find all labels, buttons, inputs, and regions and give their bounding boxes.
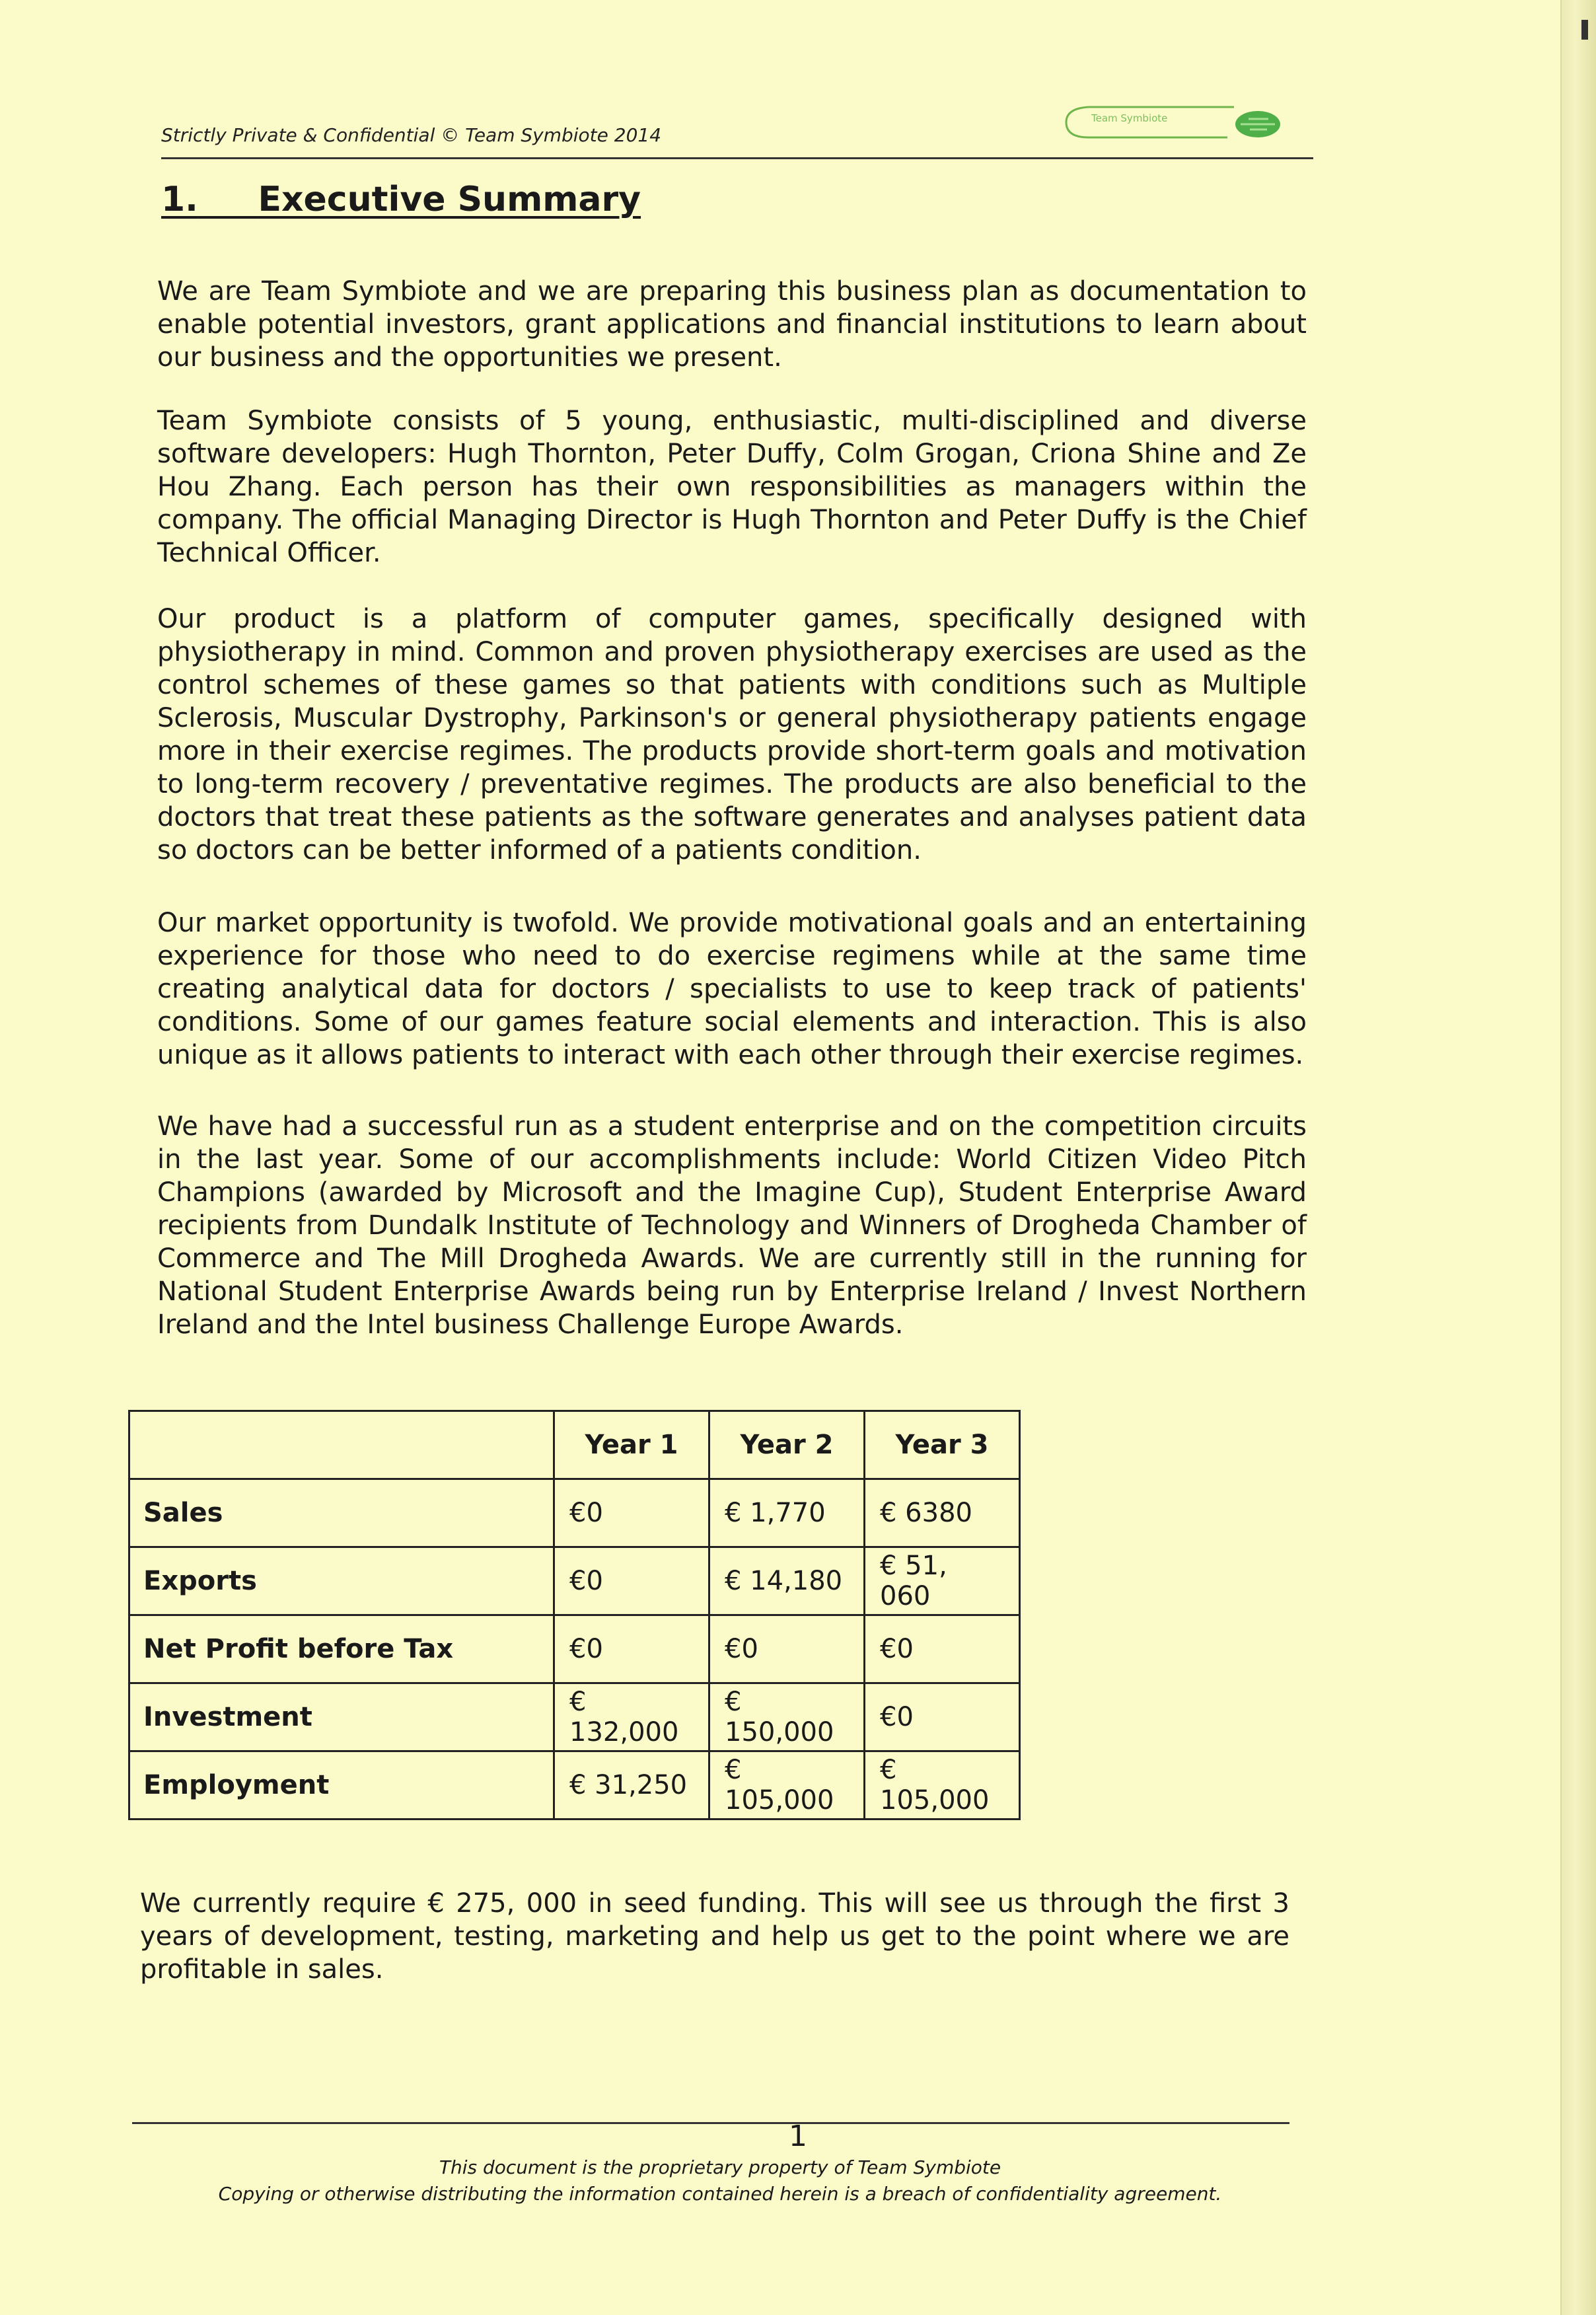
table-cell: € 105,000	[709, 1751, 865, 1819]
footer-confidentiality-notice: Copying or otherwise distributing the information contained herein is a breach of confidentiality agreement.	[218, 2183, 1222, 2205]
footer-proprietary-notice: This document is the proprietary property of Team Symbiote	[439, 2156, 1001, 2178]
table-cell: €0	[865, 1615, 1020, 1683]
paragraph-intro: We are Team Symbiote and we are preparing this business plan as documentation to enable potential investors, grant applications and financial institutions to learn about our business and the opportunities we present.	[157, 276, 1307, 373]
team-symbiote-logo	[1062, 102, 1287, 143]
table-cell: €0	[865, 1683, 1020, 1751]
logo-text: Team Symbiote	[1091, 112, 1168, 124]
section-title: Executive Summary	[258, 180, 641, 219]
table-cell: €0	[554, 1615, 709, 1683]
table-row	[129, 1547, 1020, 1615]
table-header-cell	[129, 1411, 554, 1479]
section-number: 1.	[161, 180, 198, 219]
paragraph-team: Team Symbiote consists of 5 young, enthusiastic, multi-disciplined and diverse software developers: Hugh Thornton, Peter Duffy, Colm Grogan, Criona Shine and Ze Hou Zhang. Each person has their own responsibilities as managers within the company. The official Managing Director is Hugh Thornton and Peter Duffy is the Chief Technical Officer.	[157, 406, 1307, 568]
table-header-cell: Year 1	[554, 1411, 709, 1479]
page-number: 1	[789, 2119, 807, 2153]
table-row	[129, 1751, 1020, 1819]
binding-mark	[1581, 20, 1588, 40]
row-label: Sales	[129, 1479, 554, 1547]
table-row	[129, 1615, 1020, 1683]
table-cell: € 51, 060	[865, 1547, 1020, 1615]
table-cell: € 6380	[865, 1479, 1020, 1547]
table-cell: € 14,180	[709, 1547, 865, 1615]
row-label: Investment	[129, 1683, 554, 1751]
table-cell: €0	[554, 1479, 709, 1547]
confidential-header: Strictly Private & Confidential © Team Symbiote 2014	[161, 124, 662, 146]
row-label: Net Profit before Tax	[129, 1615, 554, 1683]
row-label: Employment	[129, 1751, 554, 1819]
table-cell: € 150,000	[709, 1683, 865, 1751]
table-header-cell: Year 2	[709, 1411, 865, 1479]
table-cell: € 1,770	[709, 1479, 865, 1547]
table-header-cell: Year 3	[865, 1411, 1020, 1479]
table-header-row	[129, 1411, 1020, 1479]
section-heading	[161, 180, 641, 219]
table-cell: €0	[554, 1547, 709, 1615]
table-cell: € 132,000	[554, 1683, 709, 1751]
paragraph-achievements: We have had a successful run as a student enterprise and on the competition circuits in the last year. Some of our accomplishments include: World Citizen Video Pitch Champions (awarded by Microsoft and the Imagine Cup), Student Enterprise Award recipients from Dundalk Institute of Technology and Winners of Drogheda Chamber of Commerce and The Mill Drogheda Awards. We are currently still in the running for National Student Enterprise Awards being run by Enterprise Ireland / Invest Northern Ireland and the Intel business Challenge Europe Awards.	[157, 1111, 1307, 1340]
table-cell: € 105,000	[865, 1751, 1020, 1819]
table-row	[129, 1683, 1020, 1751]
table-row	[129, 1479, 1020, 1547]
row-label: Exports	[129, 1547, 554, 1615]
table-cell: € 31,250	[554, 1751, 709, 1819]
page-edge	[1560, 0, 1596, 2315]
financial-summary-table	[128, 1410, 1021, 1820]
header-rule	[161, 157, 1313, 159]
paragraph-product: Our product is a platform of computer games, specifically designed with physiotherapy in mind. Common and proven physiotherapy exercises are used as the control schemes of these games so that patients with conditions such as Multiple Sclerosis, Muscular Dystrophy, Parkinson's or general physiotherapy patients engage more in their exercise regimes. The products provide short-term goals and motivation to long-term recovery / preventative regimes. The products are also beneficial to the doctors that treat these patients as the software generates and analyses patient data so doctors can be better informed of a patients condition.	[157, 604, 1307, 865]
paragraph-market: Our market opportunity is twofold. We provide motivational goals and an entertaining experience for those who need to do exercise regimens while at the same time creating analytical data for doctors / specialists to use to keep track of patients' conditions. Some of our games feature social elements and interaction. This is also unique as it allows patients to interact with each other through their exercise regimes.	[157, 908, 1307, 1070]
table-cell: €0	[709, 1615, 865, 1683]
paragraph-funding: We currently require € 275, 000 in seed funding. This will see us through the first 3 years of development, testing, marketing and help us get to the point where we are profitable in sales.	[140, 1888, 1289, 1985]
